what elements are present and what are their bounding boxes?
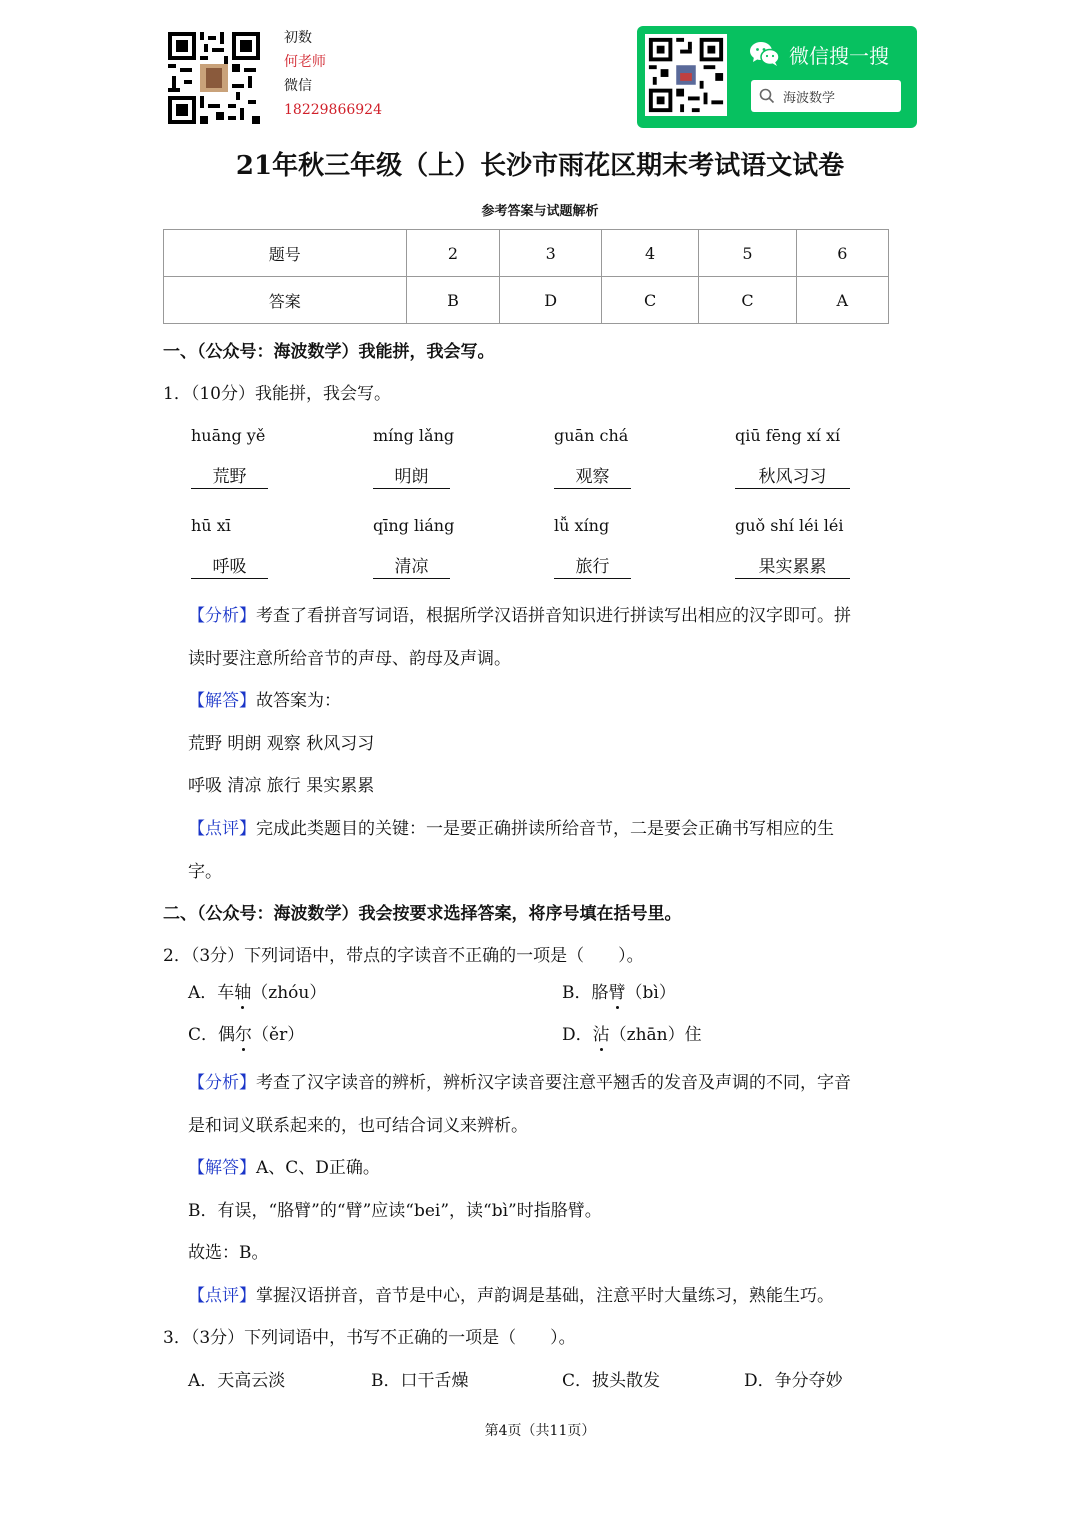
table-cell: B — [406, 277, 500, 324]
search-icon — [759, 88, 775, 108]
qr-code-image — [168, 32, 260, 124]
option-text: （bì） — [625, 983, 676, 1003]
table-cell: 5 — [699, 230, 796, 277]
solution-tag: 【解答】 — [188, 691, 256, 711]
pinyin-item: míng lǎng — [373, 426, 455, 445]
comment-tag: 【点评】 — [188, 819, 256, 839]
solution-detail: B．有误，“胳臂”的“臂”应读“bei”，读“bì”时指胳臂。 — [188, 1201, 602, 1221]
option-text: B．胳 — [562, 983, 609, 1003]
solution-tag: 【解答】 — [188, 1158, 256, 1178]
table-cell: 2 — [406, 230, 500, 277]
comment-text: 完成此类题目的关键：一是要正确拼读所给音节，二是要会正确书写相应的生 — [256, 819, 834, 839]
option-d — [562, 1020, 702, 1045]
option-text: （ěr） — [252, 1025, 305, 1045]
contact-phone: 18229866924 — [284, 102, 382, 118]
dotted-char: 尔 — [235, 1020, 252, 1045]
analysis-line-2: 读时要注意所给音节的声母、韵母及声调。 — [188, 649, 511, 669]
option-text: D． — [562, 1025, 593, 1045]
section-1-heading: 一、（公众号：海波数学）我能拼，我会写。 — [163, 342, 495, 362]
table-cell: 3 — [500, 230, 602, 277]
pinyin-item: qiū fēng xí xí — [735, 426, 841, 445]
analysis-text: 考查了汉字读音的辨析，辨析汉字读音要注意平翘舌的发音及声调的不同，字音 — [256, 1073, 851, 1093]
answer-word: 清凉 — [373, 556, 450, 579]
question-1-stem: 1．（10分）我能拼，我会写。 — [163, 384, 391, 404]
table-cell: 6 — [796, 230, 888, 277]
contact-line-1: 初数 — [284, 30, 312, 46]
table-cell: D — [500, 277, 602, 324]
wechat-search-card[interactable] — [637, 26, 917, 128]
dotted-char: 沾 — [593, 1020, 610, 1045]
answer-word: 旅行 — [554, 556, 631, 579]
q3-option-a: A．天高云淡 — [188, 1371, 286, 1391]
table-cell: C — [699, 277, 796, 324]
comment-line — [188, 1281, 834, 1306]
table-cell: 4 — [601, 230, 698, 277]
solution-text: 故答案为： — [256, 691, 341, 711]
pinyin-item: hū xī — [191, 516, 231, 535]
option-text: C．偶 — [188, 1025, 236, 1045]
question-3-stem: 3．（3分）下列词语中，书写不正确的一项是（ ）。 — [163, 1328, 576, 1348]
wechat-search-text: 海波数学 — [783, 91, 836, 106]
pinyin-item: guān chá — [554, 426, 629, 445]
wechat-search-title: 微信搜一搜 — [789, 44, 889, 68]
wechat-qr-code — [645, 34, 727, 116]
answer-word: 明朗 — [373, 466, 450, 489]
answer-word: 呼吸 — [191, 556, 268, 579]
option-text: A．车 — [188, 983, 235, 1003]
choice-line: 故选：B。 — [188, 1243, 269, 1263]
section-2-heading: 二、（公众号：海波数学）我会按要求选择答案，将序号填在括号里。 — [163, 904, 682, 924]
contact-line-3: 微信 — [284, 78, 312, 94]
pinyin-item: qīng liáng — [373, 516, 455, 535]
page-title: 21年秋三年级（上）长沙市雨花区期末考试语文试卷 — [235, 151, 845, 181]
answer-word: 果实累累 — [735, 556, 850, 579]
q3-option-d: D．争分夺妙 — [744, 1371, 843, 1391]
contact-teacher-name: 何老师 — [284, 54, 326, 70]
solution-line — [188, 686, 341, 711]
wechat-search-box[interactable] — [751, 80, 901, 112]
comment-tag: 【点评】 — [188, 1286, 256, 1306]
page-subtitle: 参考答案与试题解析 — [481, 204, 599, 219]
answer-table — [163, 229, 889, 324]
option-a — [188, 978, 326, 1003]
solution-answer-line-2: 呼吸 清凉 旅行 果实累累 — [188, 776, 375, 796]
dotted-char: 臂 — [609, 978, 626, 1003]
comment-line-2: 字。 — [188, 862, 222, 882]
q3-option-c: C．披头散发 — [562, 1371, 661, 1391]
option-text: （zhān）住 — [609, 1025, 702, 1045]
table-cell: 题号 — [164, 230, 407, 277]
answer-word: 观察 — [554, 466, 631, 489]
comment-line — [188, 814, 834, 839]
analysis-tag: 【分析】 — [188, 1073, 256, 1093]
table-row — [164, 230, 889, 277]
pinyin-item: lǚ xíng — [554, 516, 610, 535]
table-cell: A — [796, 277, 888, 324]
pinyin-item: huāng yě — [191, 426, 266, 445]
analysis-line-2: 是和词义联系起来的，也可结合词义来辨析。 — [188, 1116, 528, 1136]
solution-line — [188, 1153, 380, 1178]
contact-info — [284, 26, 382, 122]
solution-text: A、C、D正确。 — [256, 1158, 380, 1178]
comment-text: 掌握汉语拼音，音节是中心，声韵调是基础，注意平时大量练习，熟能生巧。 — [256, 1286, 834, 1306]
analysis-line — [188, 1068, 851, 1093]
analysis-tag: 【分析】 — [188, 606, 256, 626]
answer-word: 秋风习习 — [735, 466, 850, 489]
dotted-char: 轴 — [234, 978, 251, 1003]
table-cell: 答案 — [164, 277, 407, 324]
option-c — [188, 1020, 304, 1045]
table-cell: C — [601, 277, 698, 324]
pinyin-item: guǒ shí léi léi — [735, 516, 844, 535]
page-footer: 第4页（共11页） — [484, 1423, 596, 1439]
q3-option-b: B．口干舌燥 — [371, 1371, 469, 1391]
analysis-text: 考查了看拼音写词语，根据所学汉语拼音知识进行拼读写出相应的汉字即可。拼 — [256, 606, 851, 626]
option-b — [562, 978, 676, 1003]
answer-word: 荒野 — [191, 466, 268, 489]
solution-answer-line-1: 荒野 明朗 观察 秋风习习 — [188, 734, 375, 754]
analysis-line — [188, 601, 851, 626]
question-2-stem: 2．（3分）下列词语中，带点的字读音不正确的一项是（ ）。 — [163, 946, 644, 966]
table-row — [164, 277, 889, 324]
option-text: （zhóu） — [251, 983, 327, 1003]
wechat-logo-icon — [749, 40, 781, 68]
